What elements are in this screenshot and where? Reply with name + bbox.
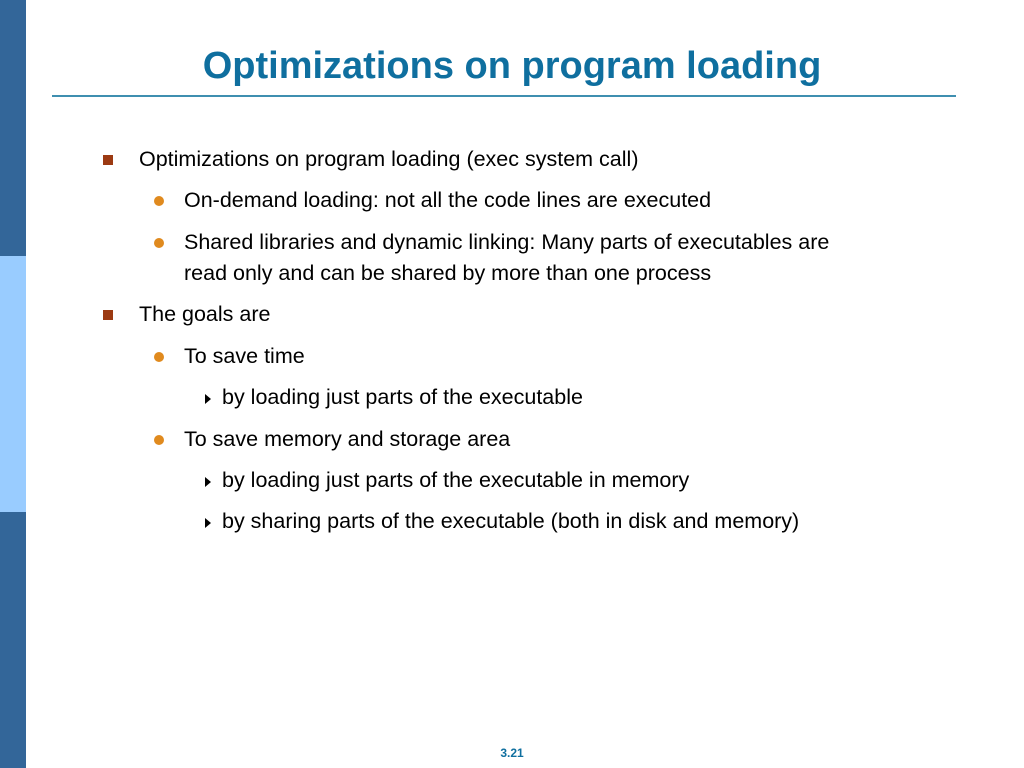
- page-number: 3.21: [500, 746, 524, 760]
- dot-bullet-icon: [154, 238, 164, 248]
- square-bullet-icon: [103, 310, 113, 320]
- bullet-level2-item: On-demand loading: not all the code lines are executed: [184, 188, 712, 212]
- bullet-level1-item: Optimizations on program loading (exec system call): [139, 147, 639, 171]
- dot-bullet-icon: [154, 352, 164, 362]
- slide-title: Optimizations on program loading: [202, 45, 822, 87]
- triangle-bullet-icon: [205, 518, 211, 528]
- dot-bullet-icon: [154, 435, 164, 445]
- bullet-level2-item: To save memory and storage area: [184, 427, 511, 451]
- triangle-bullet-icon: [205, 477, 211, 487]
- bullet-level2-item-continuation: read only and can be shared by more than one process: [184, 261, 712, 285]
- bullet-level3-item: by loading just parts of the executable: [222, 385, 583, 409]
- dot-bullet-icon: [154, 196, 164, 206]
- bullet-level1-item: The goals are: [139, 302, 271, 326]
- bullet-level2-item: To save time: [184, 344, 305, 368]
- bullet-level3-item: by sharing parts of the executable (both in disk and memory): [222, 509, 800, 533]
- triangle-bullet-icon: [205, 394, 211, 404]
- square-bullet-icon: [103, 155, 113, 165]
- bullet-level2-item: Shared libraries and dynamic linking: Many parts of executables are: [184, 230, 830, 254]
- bullet-level3-item: by loading just parts of the executable in memory: [222, 468, 690, 492]
